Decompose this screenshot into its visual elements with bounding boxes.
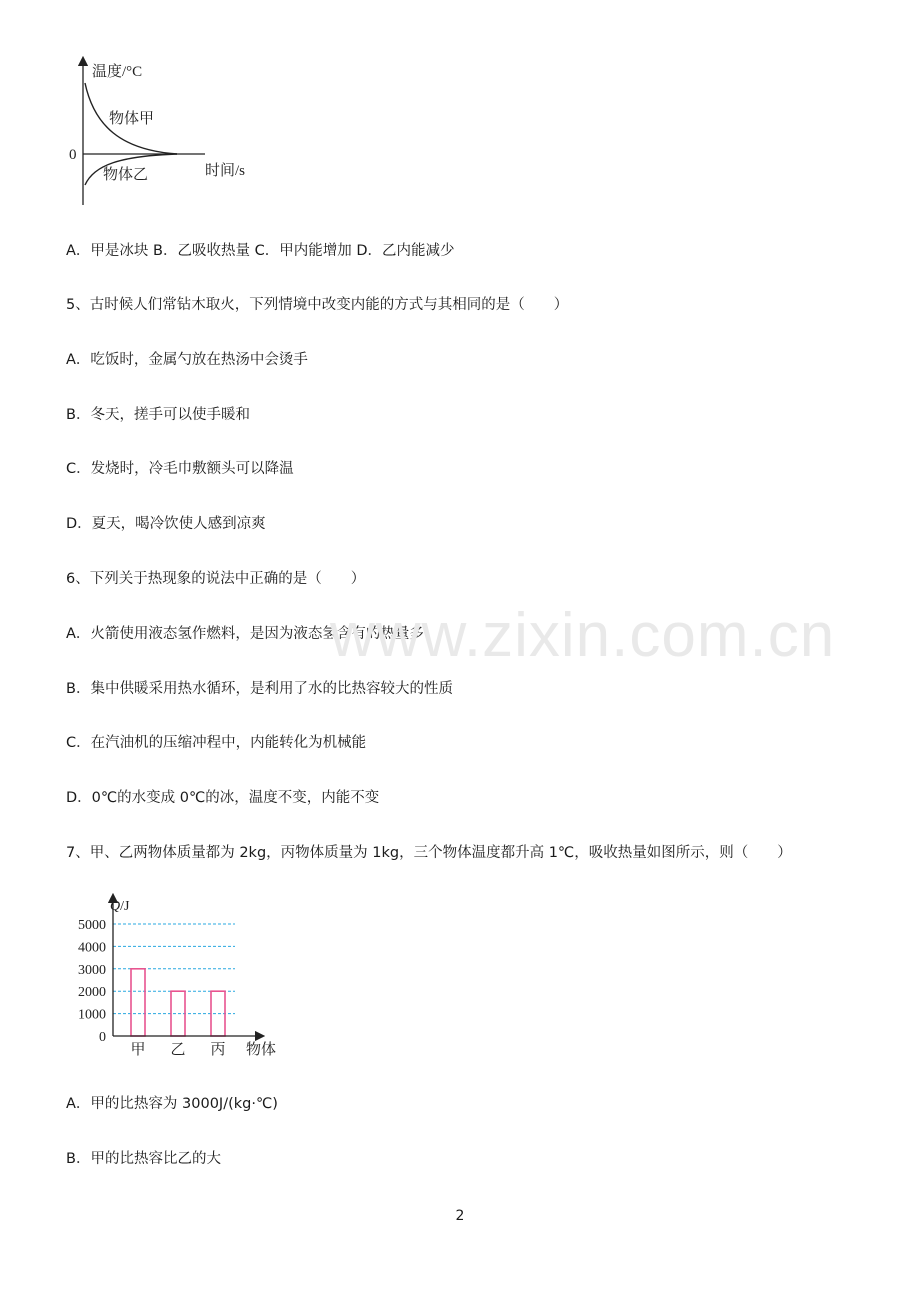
q6-option-c[interactable]: C．在汽油机的压缩冲程中，内能转化为机械能 bbox=[66, 735, 367, 751]
q5-option-a[interactable]: A．吃饭时，金属勺放在热汤中会烫手 bbox=[66, 352, 308, 368]
q6-option-b[interactable]: B．集中供暖采用热水循环，是利用了水的比热容较大的性质 bbox=[66, 681, 453, 697]
bar-1 bbox=[131, 969, 145, 1036]
q6-option-a[interactable]: A．火箭使用液态氢作燃料，是因为液态氢含有的热量多 bbox=[66, 626, 424, 642]
q5-option-d[interactable]: D．夏天，喝冷饮使人感到凉爽 bbox=[66, 516, 266, 532]
q6-stem: 6、下列关于热现象的说法中正确的是（ ） bbox=[66, 571, 366, 587]
y-tick-label: 5000 bbox=[78, 918, 106, 933]
page-number: 2 bbox=[455, 1208, 465, 1224]
q6-option-d[interactable]: D．0℃的水变成 0℃的冰，温度不变，内能不变 bbox=[66, 790, 380, 806]
q4-options: A．甲是冰块 B．乙吸收热量 C．甲内能增加 D．乙内能减少 bbox=[66, 243, 455, 259]
y-tick-label: 3000 bbox=[78, 962, 106, 978]
category-label: 甲 bbox=[130, 1042, 146, 1058]
y-tick-label: 0 bbox=[99, 1030, 106, 1045]
q7-option-a[interactable]: A．甲的比热容为 3000J/(kg·℃) bbox=[66, 1096, 278, 1112]
y-tick-label: 1000 bbox=[78, 1007, 106, 1023]
chart-x-label: 物体 bbox=[246, 1042, 277, 1058]
y-tick-label: 4000 bbox=[78, 940, 106, 956]
curve-yi-label: 物体乙 bbox=[103, 167, 149, 183]
origin-label: 0 bbox=[69, 147, 77, 163]
y-axis-label: 温度/°C bbox=[92, 64, 143, 80]
heat-bar-chart bbox=[60, 890, 290, 1075]
watermark: www.zixin.com.cn bbox=[330, 601, 836, 670]
x-axis-label: 时间/s bbox=[205, 163, 246, 179]
curve-jia-label: 物体甲 bbox=[109, 111, 155, 127]
q5-option-b[interactable]: B．冬天，搓手可以使手暖和 bbox=[66, 407, 250, 423]
q5-option-c[interactable]: C．发烧时，冷毛巾敷额头可以降温 bbox=[66, 461, 294, 477]
q7-option-b[interactable]: B．甲的比热容比乙的大 bbox=[66, 1151, 221, 1167]
category-label: 丙 bbox=[210, 1042, 226, 1058]
q5-stem: 5、古时候人们常钻木取火，下列情境中改变内能的方式与其相同的是（ ） bbox=[66, 297, 569, 313]
y-tick-label: 2000 bbox=[78, 985, 106, 1001]
temperature-time-graph bbox=[60, 55, 260, 210]
chart-y-label: Q/J bbox=[110, 899, 130, 914]
q7-stem: 7、甲、乙两物体质量都为 2kg，丙物体质量为 1kg，三个物体温度都升高 1℃，吸收热量如图所示，则（ ） bbox=[66, 845, 792, 861]
category-label: 乙 bbox=[170, 1042, 186, 1058]
